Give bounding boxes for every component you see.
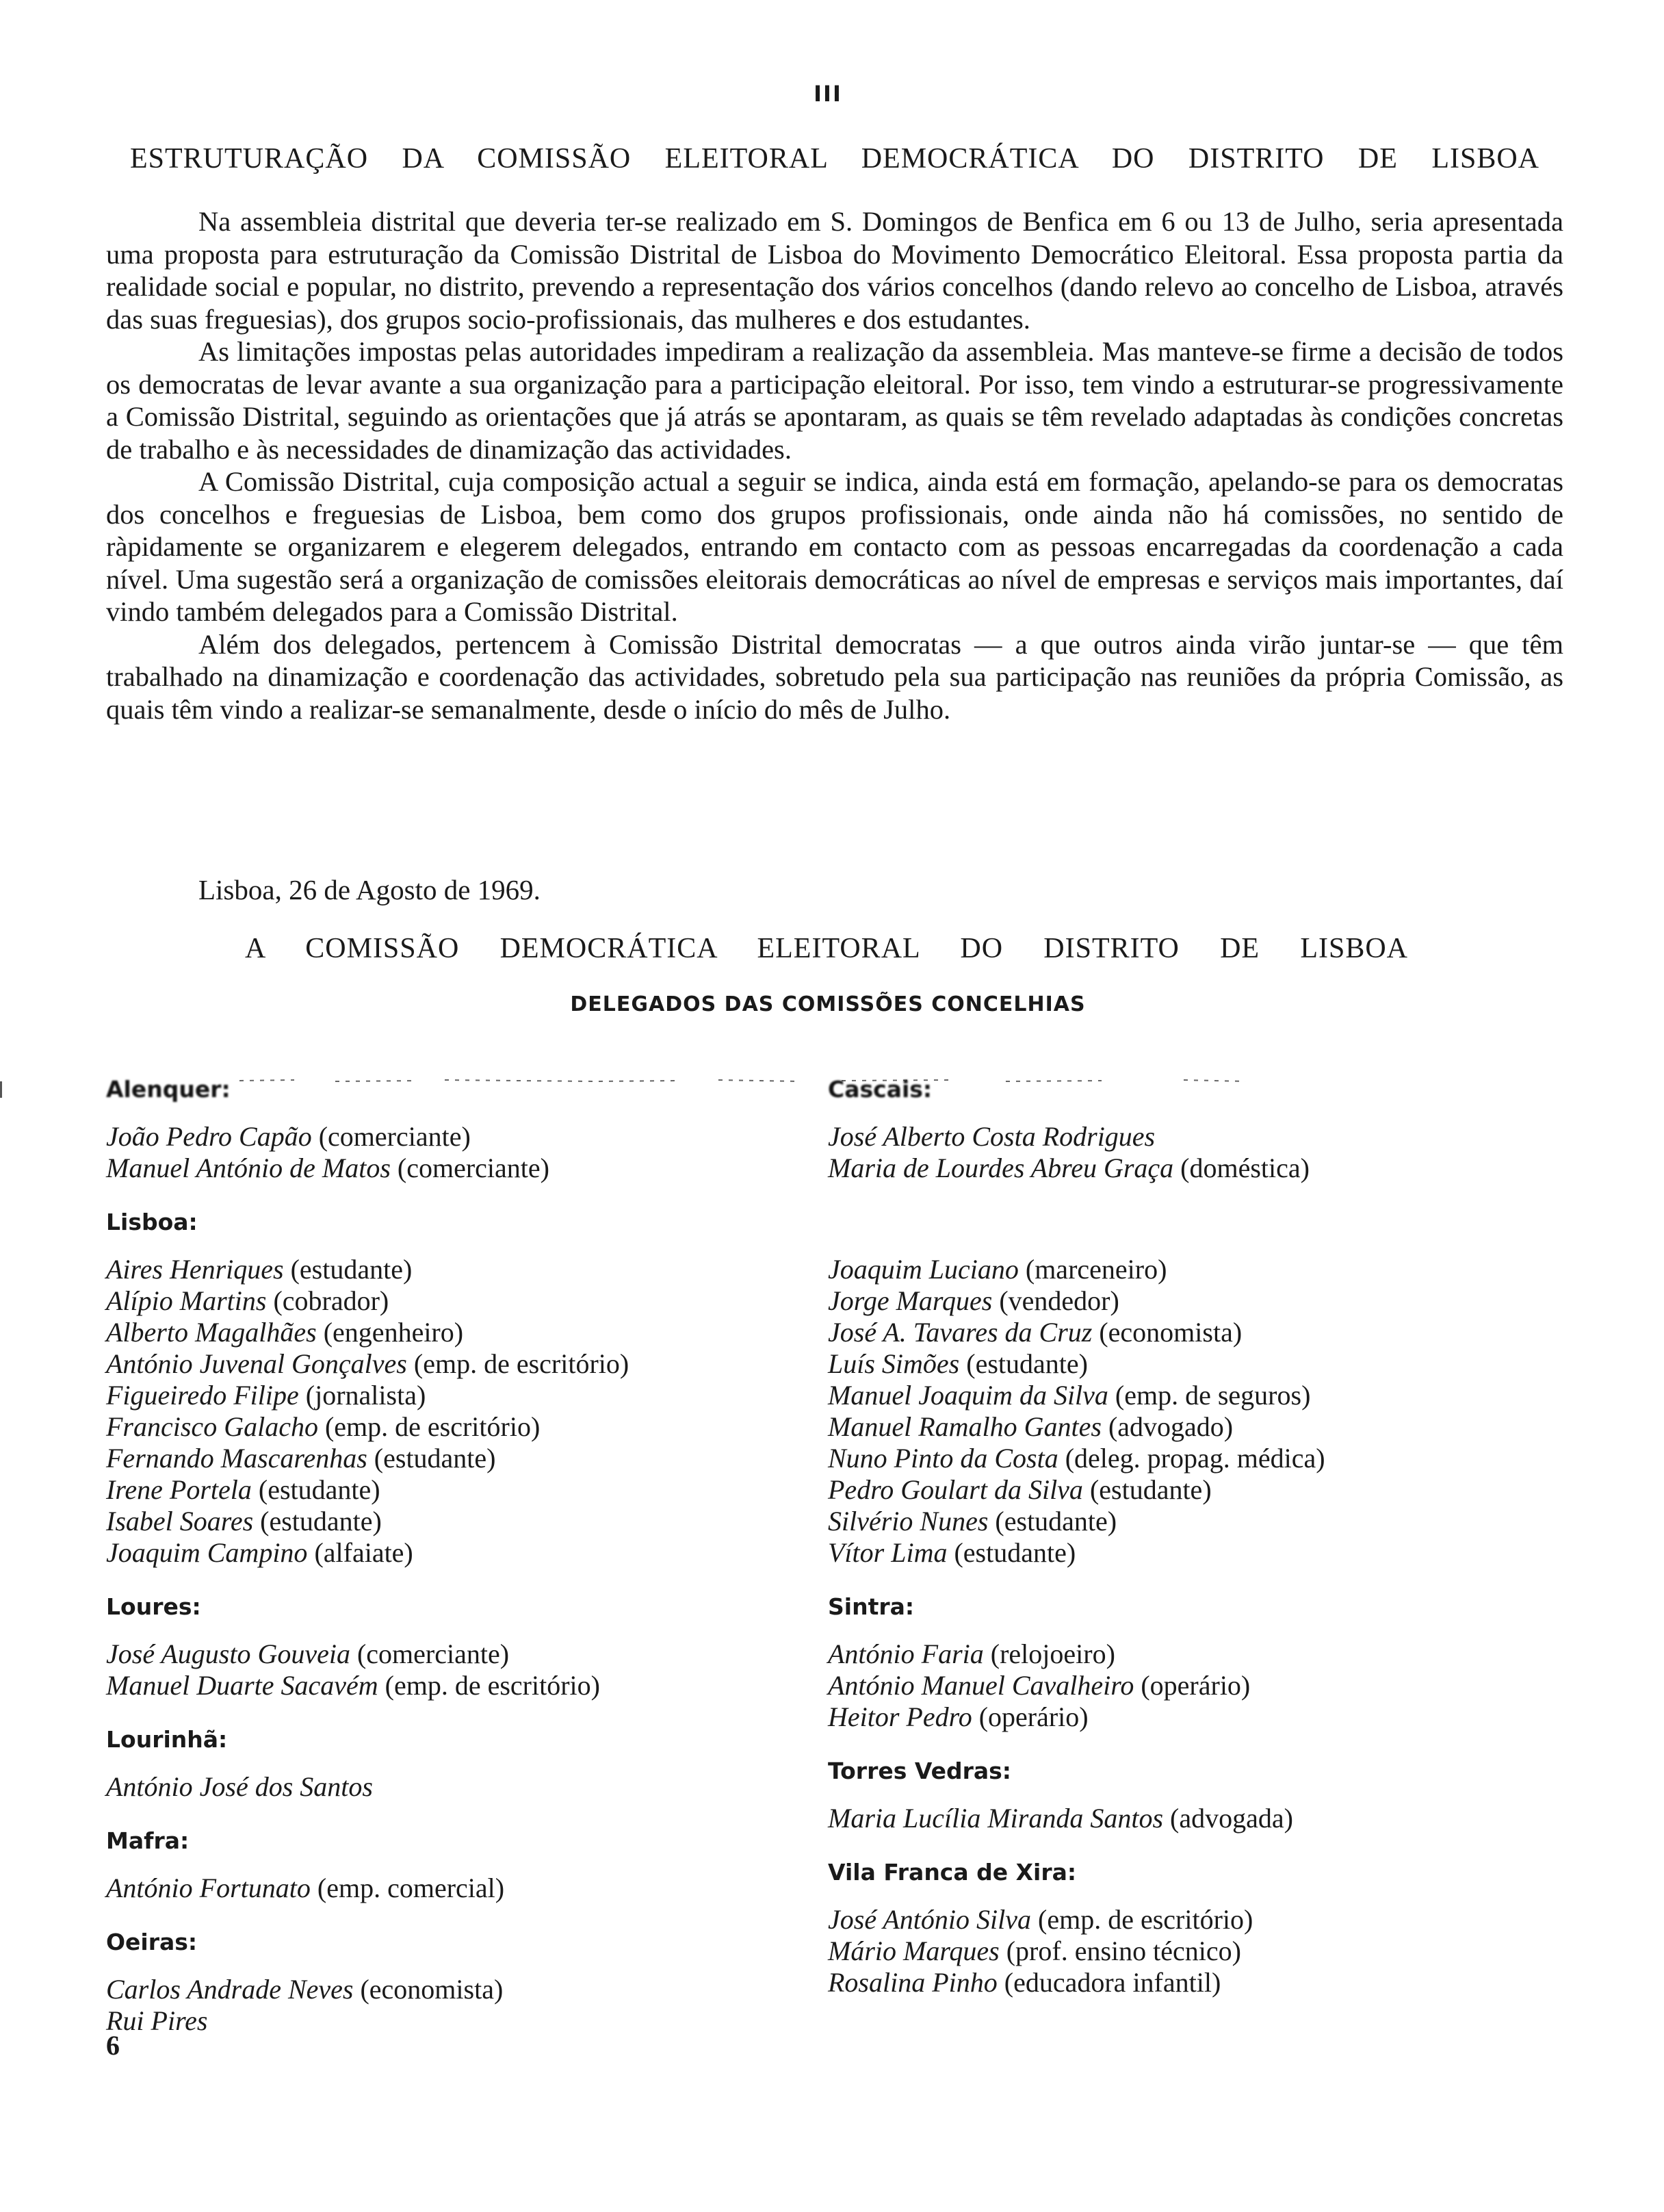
council-heading: Cascais: <box>828 1076 933 1103</box>
delegate-entry <box>828 1537 1526 1569</box>
delegate-entry <box>828 1443 1526 1474</box>
delegate-occupation: (vendedor) <box>999 1285 1119 1316</box>
delegate-name: António Juvenal Gonçalves <box>106 1348 407 1379</box>
delegate-name: Mário Marques <box>828 1936 1000 1966</box>
delegate-entry <box>828 1285 1526 1317</box>
delegate-entry <box>106 1443 804 1474</box>
delegate-occupation: (emp. de escritório) <box>324 1411 541 1442</box>
delegate-name: João Pedro Capão <box>106 1121 312 1152</box>
delegate-name: Alberto Magalhães <box>106 1317 317 1348</box>
delegate-name: Rui Pires <box>106 2005 208 2036</box>
delegate-entry <box>106 1153 804 1184</box>
dateline: Lisboa, 26 de Agosto de 1969. <box>198 874 541 905</box>
delegate-group <box>828 1756 1526 1834</box>
delegate-occupation: (relojoeiro) <box>990 1638 1115 1669</box>
delegate-entry <box>828 1380 1526 1411</box>
delegate-entry <box>106 1121 804 1153</box>
delegate-occupation: (economista) <box>1099 1317 1243 1348</box>
delegate-occupation: (operário) <box>1141 1670 1251 1701</box>
delegate-occupation: (estudante) <box>1089 1474 1212 1505</box>
council-heading <box>828 1207 1526 1237</box>
delegate-occupation: (estudante) <box>290 1254 413 1285</box>
delegate-name: Luís Simões <box>828 1348 960 1379</box>
delegate-entry <box>828 1670 1526 1701</box>
delegate-occupation: (jornalista) <box>305 1380 426 1411</box>
paragraph: Na assembleia distrital que deveria ter-se realizado em S. Domingos de Benfica em 6 ou 13 de Julho, seria apresentada uma proposta para estruturação da Comissão Distrital de Lisboa do Movimento Democrático Eleitoral. Essa proposta partia da realidade social e popular, no distrito, prevendo a representação dos vários concelhos (dando relevo ao concelho de Lisboa, através das suas freguesias), dos grupos socio-profissionais, das mulheres e dos estudantes. <box>106 206 1563 335</box>
delegate-occupation: (estudante) <box>954 1537 1076 1568</box>
delegate-entry <box>106 1771 804 1803</box>
delegate-occupation: (marceneiro) <box>1025 1254 1167 1285</box>
signature: A COMISSÃO DEMOCRÁTICA ELEITORAL DO DISTRITO DE LISBOA <box>245 933 1408 964</box>
left-column <box>106 1075 804 2060</box>
delegate-name: José António Silva <box>828 1904 1031 1935</box>
delegate-occupation: (advogada) <box>1170 1803 1293 1834</box>
delegate-entry <box>828 1967 1526 1998</box>
delegate-name: Maria Lucília Miranda Santos <box>828 1803 1164 1834</box>
delegate-occupation: (engenheiro) <box>323 1317 464 1348</box>
delegate-name: Manuel Ramalho Gantes <box>828 1411 1102 1442</box>
delegate-name: Heitor Pedro <box>828 1701 972 1732</box>
section-number: III <box>814 81 842 107</box>
delegate-occupation: (estudante) <box>258 1474 380 1505</box>
paragraph: As limitações impostas pelas autoridades impediram a realização da assembleia. Mas manteve-se firme a decisão de todos os democratas de levar avante a sua organização para a participação eleitoral. Por isso, tem vindo a estruturar-se progressivamente a Comissão Distrital, seguindo as orientações que já atrás se apontaram, as quais se têm revelado adaptadas às condições concretas de trabalho e às necessidades de dinamização das actividades. <box>106 336 1563 465</box>
delegate-entry <box>106 1285 804 1317</box>
paragraph: A Comissão Distrital, cuja composição actual a seguir se indica, ainda está em formação, apelando-se para os democratas dos concelhos e freguesias de Lisboa, bem como dos grupos profissionais, onde ainda não há comissões, no sentido de ràpidamente se organizarem e elegerem delegados, entrando em contacto com as pessoas encarregadas da coordenação a cada nível. Uma sugestão será a organização de comissões eleitorais democráticas ao nível de empresas e serviços mais importantes, daí vindo também delegados para a Comissão Distrital. <box>106 466 1563 627</box>
delegate-entry <box>106 1670 804 1701</box>
delegate-occupation: (estudante) <box>374 1443 496 1474</box>
delegate-occupation: (estudante) <box>995 1506 1117 1536</box>
page-title: ESTRUTURAÇÃO DA COMISSÃO ELEITORAL DEMOCRÁTICA DO DISTRITO DE LISBOA <box>130 143 1539 175</box>
delegate-name: Isabel Soares <box>106 1506 254 1536</box>
delegate-name: Fernando Mascarenhas <box>106 1443 367 1474</box>
body-text <box>106 205 1563 725</box>
delegate-name: António Faria <box>828 1638 984 1669</box>
delegate-entry <box>828 1936 1526 1967</box>
delegate-entry <box>828 1348 1526 1380</box>
delegate-entry <box>106 1873 804 1904</box>
delegate-name: António José dos Santos <box>106 1771 373 1802</box>
council-heading: Lisboa: <box>106 1209 198 1235</box>
delegate-group <box>828 1207 1526 1569</box>
delegate-group <box>106 1207 804 1569</box>
council-heading: Vila Franca de Xira: <box>828 1859 1077 1886</box>
council-heading: Torres Vedras: <box>828 1758 1011 1784</box>
delegate-name: Manuel António de Matos <box>106 1153 391 1183</box>
delegate-occupation: (comerciante) <box>397 1153 549 1183</box>
page-number: 6 <box>106 2030 120 2061</box>
delegate-entry <box>106 1411 804 1443</box>
delegate-entry <box>828 1121 1526 1153</box>
delegate-occupation: (deleg. propag. médica) <box>1065 1443 1325 1474</box>
delegate-occupation: (educadora infantil) <box>1004 1967 1221 1998</box>
delegate-name: Manuel Joaquim da Silva <box>828 1380 1108 1411</box>
delegate-occupation: (comerciante) <box>356 1638 510 1669</box>
delegate-entry <box>828 1638 1526 1670</box>
delegate-entry <box>106 1638 804 1670</box>
delegate-entry <box>106 1474 804 1506</box>
delegate-entry <box>106 1348 804 1380</box>
delegate-entry <box>106 1506 804 1537</box>
council-heading: Loures: <box>106 1593 201 1620</box>
delegate-entry <box>828 1317 1526 1348</box>
delegate-name: Francisco Galacho <box>106 1411 318 1442</box>
delegate-name: José Augusto Gouveia <box>106 1638 350 1669</box>
delegate-occupation: (emp. de escritório) <box>385 1670 600 1701</box>
delegate-entry <box>828 1506 1526 1537</box>
delegate-occupation: (emp. de escritório) <box>1038 1904 1253 1935</box>
delegate-entry <box>106 1254 804 1285</box>
delegate-name: Maria de Lourdes Abreu Graça <box>828 1153 1174 1183</box>
delegate-entry <box>106 2005 804 2037</box>
delegate-name: Alípio Martins <box>106 1285 267 1316</box>
delegate-name: António Fortunato <box>106 1873 311 1903</box>
delegate-entry <box>828 1803 1526 1834</box>
right-column <box>828 1075 1526 2022</box>
delegate-group <box>106 1725 804 1803</box>
delegate-occupation: (cobrador) <box>273 1285 389 1316</box>
council-heading: Mafra: <box>106 1827 190 1854</box>
delegate-entry <box>106 1537 804 1569</box>
delegate-entry <box>828 1701 1526 1733</box>
delegate-name: José A. Tavares da Cruz <box>828 1317 1093 1348</box>
delegate-name: Nuno Pinto da Costa <box>828 1443 1058 1474</box>
delegate-name: Pedro Goulart da Silva <box>828 1474 1083 1505</box>
delegate-group <box>106 1592 804 1701</box>
delegate-name: Jorge Marques <box>828 1285 993 1316</box>
delegate-entry <box>106 1317 804 1348</box>
delegate-name: Joaquim Campino <box>106 1537 308 1568</box>
delegate-name: Figueiredo Filipe <box>106 1380 299 1411</box>
delegate-name: Manuel Duarte Sacavém <box>106 1670 378 1701</box>
delegate-entry <box>828 1411 1526 1443</box>
paragraph: Além dos delegados, pertencem à Comissão Distrital democratas — a que outros ainda virão juntar-se — que têm trabalhado na dinamização e coordenação das actividades, sobretudo pela sua participação nas reuniões da própria Comissão, as quais têm vindo a realizar-se semanalmente, desde o início do mês de Julho. <box>106 628 1563 725</box>
council-heading: Alenquer: <box>106 1076 231 1103</box>
delegate-group <box>828 1075 1526 1184</box>
delegate-name: Silvério Nunes <box>828 1506 989 1536</box>
council-heading: Lourinhã: <box>106 1726 228 1753</box>
council-heading: Oeiras: <box>106 1929 198 1955</box>
delegate-name: Carlos Andrade Neves <box>106 1974 354 2005</box>
council-heading: Sintra: <box>828 1593 915 1620</box>
delegate-entry <box>828 1254 1526 1285</box>
delegate-occupation: (estudante) <box>260 1506 382 1536</box>
delegate-entry <box>828 1153 1526 1184</box>
delegate-name: Aires Henriques <box>106 1254 284 1285</box>
scan-edge-mark <box>0 1081 2 1098</box>
delegate-occupation: (alfaiate) <box>314 1537 413 1568</box>
delegates-section-title: DELEGADOS DAS COMISSÕES CONCELHIAS <box>570 992 1086 1016</box>
delegate-group <box>828 1592 1526 1733</box>
delegate-occupation: (comerciante) <box>318 1121 471 1152</box>
delegate-occupation: (economista) <box>360 1974 504 2005</box>
delegate-entry <box>828 1474 1526 1506</box>
delegate-group <box>106 1075 804 1184</box>
delegate-occupation: (advogado) <box>1108 1411 1234 1442</box>
delegate-name: Vítor Lima <box>828 1537 948 1568</box>
delegate-entry <box>828 1904 1526 1936</box>
delegate-group <box>828 1857 1526 1998</box>
delegate-name: Rosalina Pinho <box>828 1967 998 1998</box>
delegate-name: António Manuel Cavalheiro <box>828 1670 1134 1701</box>
delegate-occupation: (estudante) <box>966 1348 1088 1379</box>
delegate-entry <box>106 1380 804 1411</box>
delegate-group <box>106 1927 804 2037</box>
delegate-occupation: (prof. ensino técnico) <box>1006 1936 1241 1966</box>
delegate-occupation: (doméstica) <box>1180 1153 1310 1183</box>
delegate-occupation: (emp. comercial) <box>317 1873 505 1903</box>
delegate-occupation: (operário) <box>978 1701 1089 1732</box>
delegate-name: Irene Portela <box>106 1474 252 1505</box>
delegate-occupation: (emp. de escritório) <box>413 1348 629 1379</box>
delegate-group <box>106 1826 804 1904</box>
delegate-name: José Alberto Costa Rodrigues <box>828 1121 1156 1152</box>
delegate-name: Joaquim Luciano <box>828 1254 1019 1285</box>
delegate-occupation: (emp. de seguros) <box>1115 1380 1311 1411</box>
delegate-entry <box>106 1974 804 2005</box>
